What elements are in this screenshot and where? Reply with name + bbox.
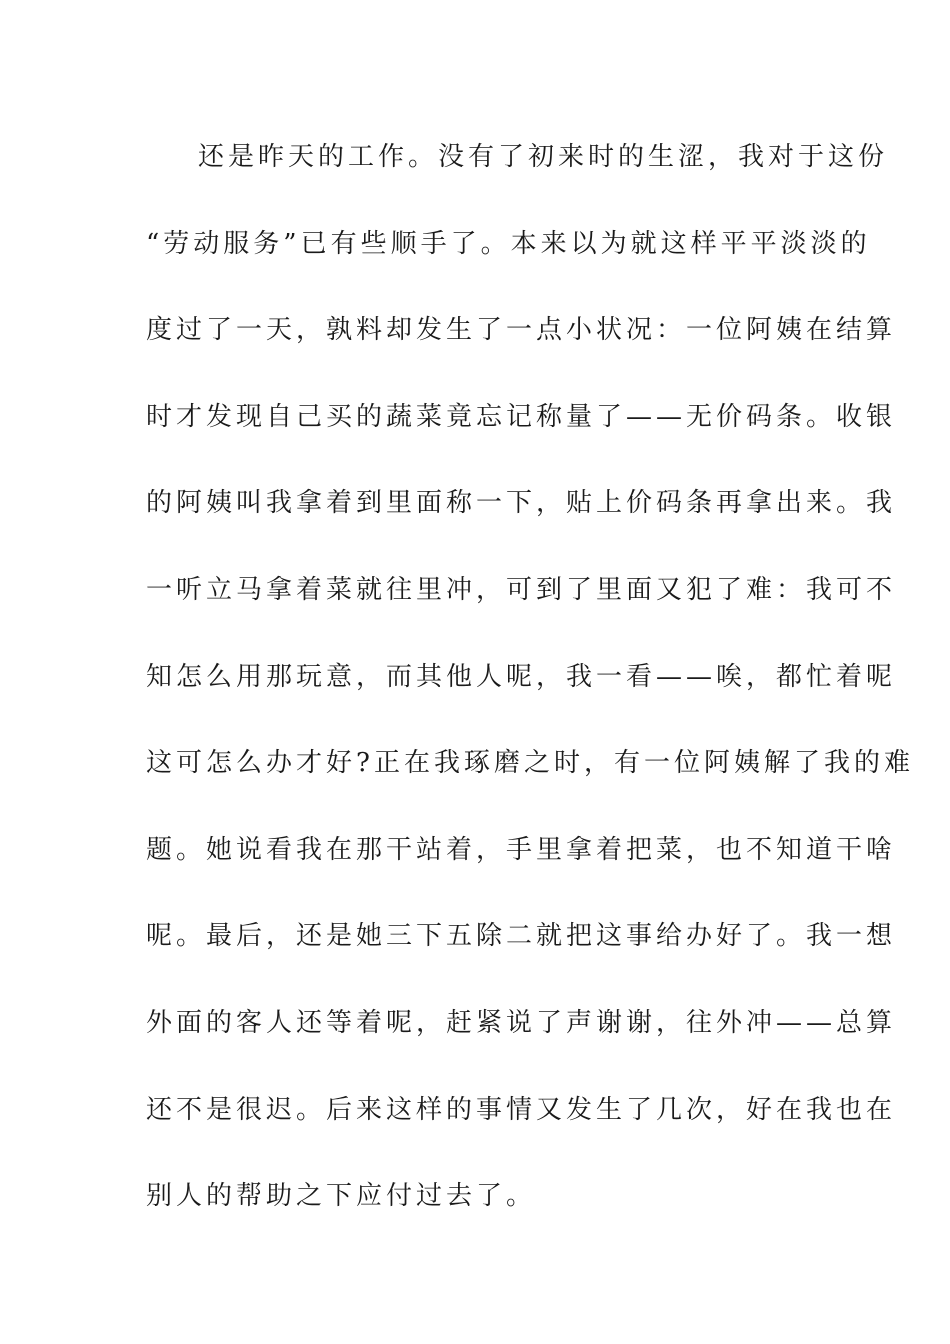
text-line: 知怎么用那玩意，而其他人呢，我一看——唉，都忙着呢 <box>146 661 897 692</box>
text-line: 度过了一天，孰料却发生了一点小状况：一位阿姨在结算 <box>146 315 897 346</box>
text-line: 这可怎么办才好?正在我琢磨之时，有一位阿姨解了我的难 <box>146 748 914 779</box>
text-line: 的阿姨叫我拿着到里面称一下，贴上价码条再拿出来。我 <box>146 488 897 519</box>
text-line: 呢。最后，还是她三下五除二就把这事给办好了。我一想 <box>146 921 897 952</box>
text-line: 别人的帮助之下应付过去了。 <box>146 1181 537 1212</box>
text-line: 时才发现自己买的蔬菜竟忘记称量了——无价码条。收银 <box>146 401 897 432</box>
text-line: 题。她说看我在那干站着，手里拿着把菜，也不知道干啥 <box>146 834 897 865</box>
text-line: 外面的客人还等着呢，赶紧说了声谢谢，往外冲——总算 <box>146 1007 897 1038</box>
text-line: 一听立马拿着菜就往里冲，可到了里面又犯了难：我可不 <box>146 574 897 605</box>
text-line: 还是昨天的工作。没有了初来时的生涩，我对于这份 <box>198 142 889 172</box>
body-paragraph <box>146 129 914 1255</box>
text-line: “劳动服务”已有些顺手了。本来以为就这样平平淡淡的 <box>146 228 871 259</box>
text-line: 还不是很迟。后来这样的事情又发生了几次，好在我也在 <box>146 1094 897 1125</box>
